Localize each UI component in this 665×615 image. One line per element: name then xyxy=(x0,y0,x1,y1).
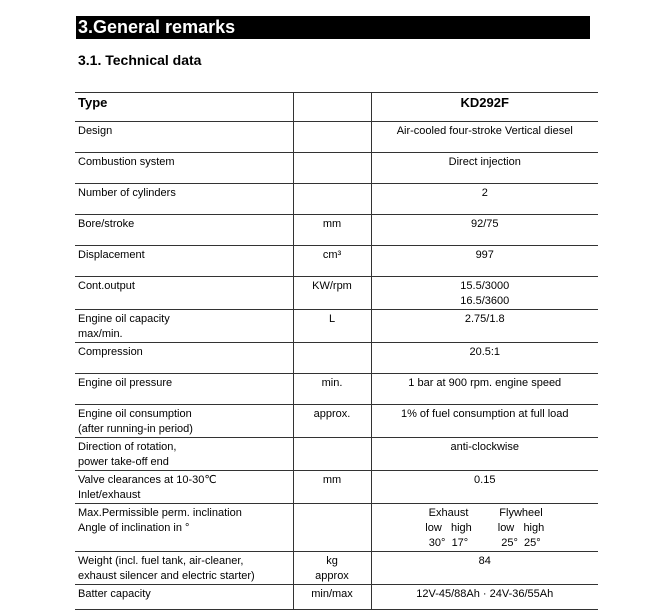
row-value-line: 12V-45/88Ah · 24V-36/55Ah xyxy=(416,588,554,600)
table-row xyxy=(75,343,598,374)
row-value-line: 0.15 xyxy=(474,474,496,486)
row-label xyxy=(75,277,293,310)
row-value-line: 2 xyxy=(481,187,488,199)
row-label-line: Number of cylinders xyxy=(78,187,176,199)
row-unit xyxy=(293,277,371,310)
row-label xyxy=(75,122,293,153)
table-row xyxy=(75,153,598,184)
row-label xyxy=(75,310,293,343)
flywheel-title: Flywheel xyxy=(499,507,543,519)
flywheel-low-label: low xyxy=(497,522,515,534)
table-row xyxy=(75,438,598,471)
row-value xyxy=(371,277,598,310)
row-value xyxy=(371,585,598,610)
row-unit-line: mm xyxy=(322,474,342,486)
row-label-line: Cont.output xyxy=(78,280,135,292)
row-label xyxy=(75,471,293,504)
row-label-line: Combustion system xyxy=(78,156,175,168)
row-value-line: 997 xyxy=(475,249,494,261)
row-value xyxy=(371,504,598,552)
row-label xyxy=(75,504,293,552)
row-label xyxy=(75,246,293,277)
row-unit xyxy=(293,310,371,343)
table-row xyxy=(75,552,598,585)
row-value xyxy=(371,153,598,184)
table-header-row xyxy=(75,93,598,122)
row-label xyxy=(75,438,293,471)
exhaust-high-value: 17° xyxy=(451,537,469,549)
row-label-line: Angle of inclination in ° xyxy=(78,522,190,534)
flywheel-high-value: 25° xyxy=(524,537,541,549)
row-value-line: 1% of fuel consumption at full load xyxy=(400,408,569,420)
row-unit-line: approx xyxy=(315,570,349,582)
row-label-line: Engine oil consumption xyxy=(78,408,192,420)
row-label-line: Inlet/exhaust xyxy=(78,489,141,501)
row-value xyxy=(371,215,598,246)
row-unit xyxy=(293,215,371,246)
row-unit xyxy=(293,504,371,552)
flywheel-low-high-labels xyxy=(498,521,544,536)
row-unit xyxy=(293,585,371,610)
exhaust-title: Exhaust xyxy=(428,507,469,519)
row-value xyxy=(371,405,598,438)
subsection-title: 3.1. Technical data xyxy=(78,52,202,68)
row-unit xyxy=(293,153,371,184)
row-label-line: Direction of rotation, xyxy=(78,441,177,453)
row-value-line: 92/75 xyxy=(470,218,499,230)
row-label-line: Valve clearances at 10-30℃ xyxy=(78,474,217,486)
table-row xyxy=(75,374,598,405)
row-value xyxy=(371,438,598,471)
table-row xyxy=(75,122,598,153)
row-unit xyxy=(293,552,371,585)
row-value xyxy=(371,374,598,405)
table-row xyxy=(75,215,598,246)
row-label-line: Compression xyxy=(78,346,143,358)
row-unit-line: approx. xyxy=(313,408,351,420)
row-value-line: 1 bar at 900 rpm. engine speed xyxy=(408,377,562,389)
row-value-line: 16.5/3600 xyxy=(460,295,510,307)
row-label-line: exhaust silencer and electric starter) xyxy=(78,570,255,582)
row-value-line: 20.5:1 xyxy=(469,346,501,358)
row-label xyxy=(75,374,293,405)
row-unit-line: min. xyxy=(321,377,343,389)
row-label-line: Bore/stroke xyxy=(78,218,135,230)
row-value-line: Direct injection xyxy=(448,156,521,168)
unit-header xyxy=(293,93,371,122)
model-header: KD292F xyxy=(371,93,598,122)
exhaust-inclination xyxy=(425,506,471,551)
row-value xyxy=(371,471,598,504)
flywheel-low-value: 25° xyxy=(501,537,518,549)
flywheel-values xyxy=(498,536,544,551)
row-label-line: Engine oil pressure xyxy=(78,377,173,389)
row-label-line: Displacement xyxy=(78,249,145,261)
exhaust-low-high-labels xyxy=(425,521,471,536)
row-label xyxy=(75,153,293,184)
row-unit-line: cm³ xyxy=(322,249,342,261)
row-unit-line: mm xyxy=(322,218,342,230)
section-title: 3.General remarks xyxy=(76,16,590,39)
row-value-line: 15.5/3000 xyxy=(460,280,510,292)
flywheel-inclination xyxy=(498,506,544,551)
table-row xyxy=(75,405,598,438)
row-label xyxy=(75,585,293,610)
table-row xyxy=(75,585,598,610)
table-row xyxy=(75,246,598,277)
row-unit-line: KW/rpm xyxy=(312,280,352,292)
row-value xyxy=(371,246,598,277)
row-unit xyxy=(293,438,371,471)
row-label xyxy=(75,405,293,438)
type-header: Type xyxy=(75,93,293,122)
row-value xyxy=(371,122,598,153)
row-label-line: max/min. xyxy=(78,328,123,340)
row-label-line: (after running-in period) xyxy=(78,423,193,435)
row-unit xyxy=(293,471,371,504)
exhaust-high-label: high xyxy=(450,522,472,534)
row-unit xyxy=(293,374,371,405)
table-row xyxy=(75,184,598,215)
row-value xyxy=(371,343,598,374)
row-value-line: 84 xyxy=(478,555,491,567)
row-label-line: Batter capacity xyxy=(78,588,151,600)
row-unit xyxy=(293,184,371,215)
row-label xyxy=(75,184,293,215)
row-unit-line: L xyxy=(328,313,336,325)
row-value xyxy=(371,552,598,585)
row-label xyxy=(75,552,293,585)
row-label-line: Engine oil capacity xyxy=(78,313,170,325)
table-row-inclination xyxy=(75,504,598,552)
exhaust-low-value: 30° xyxy=(428,537,446,549)
row-label-line: Weight (incl. fuel tank, air-cleaner, xyxy=(78,555,244,567)
row-label-line: Max.Permissible perm. inclination xyxy=(78,507,242,519)
row-label-line: power take-off end xyxy=(78,456,169,468)
row-value xyxy=(371,184,598,215)
row-label xyxy=(75,343,293,374)
row-unit xyxy=(293,343,371,374)
exhaust-low-label: low xyxy=(425,522,442,534)
row-unit xyxy=(293,405,371,438)
table-row xyxy=(75,471,598,504)
row-value-line: Air-cooled four-stroke Vertical diesel xyxy=(396,125,573,137)
exhaust-values xyxy=(425,536,471,551)
row-value xyxy=(371,310,598,343)
row-label-line: Design xyxy=(78,125,113,137)
table-row xyxy=(75,277,598,310)
row-value-line: 2.75/1.8 xyxy=(464,313,505,325)
row-unit xyxy=(293,246,371,277)
row-label xyxy=(75,215,293,246)
technical-data-table xyxy=(75,92,598,610)
row-unit-line: min/max xyxy=(311,588,353,600)
flywheel-high-label: high xyxy=(523,522,545,534)
row-unit xyxy=(293,122,371,153)
table-row xyxy=(75,310,598,343)
row-unit-line: kg xyxy=(326,555,338,567)
row-value-line: anti-clockwise xyxy=(450,441,519,453)
